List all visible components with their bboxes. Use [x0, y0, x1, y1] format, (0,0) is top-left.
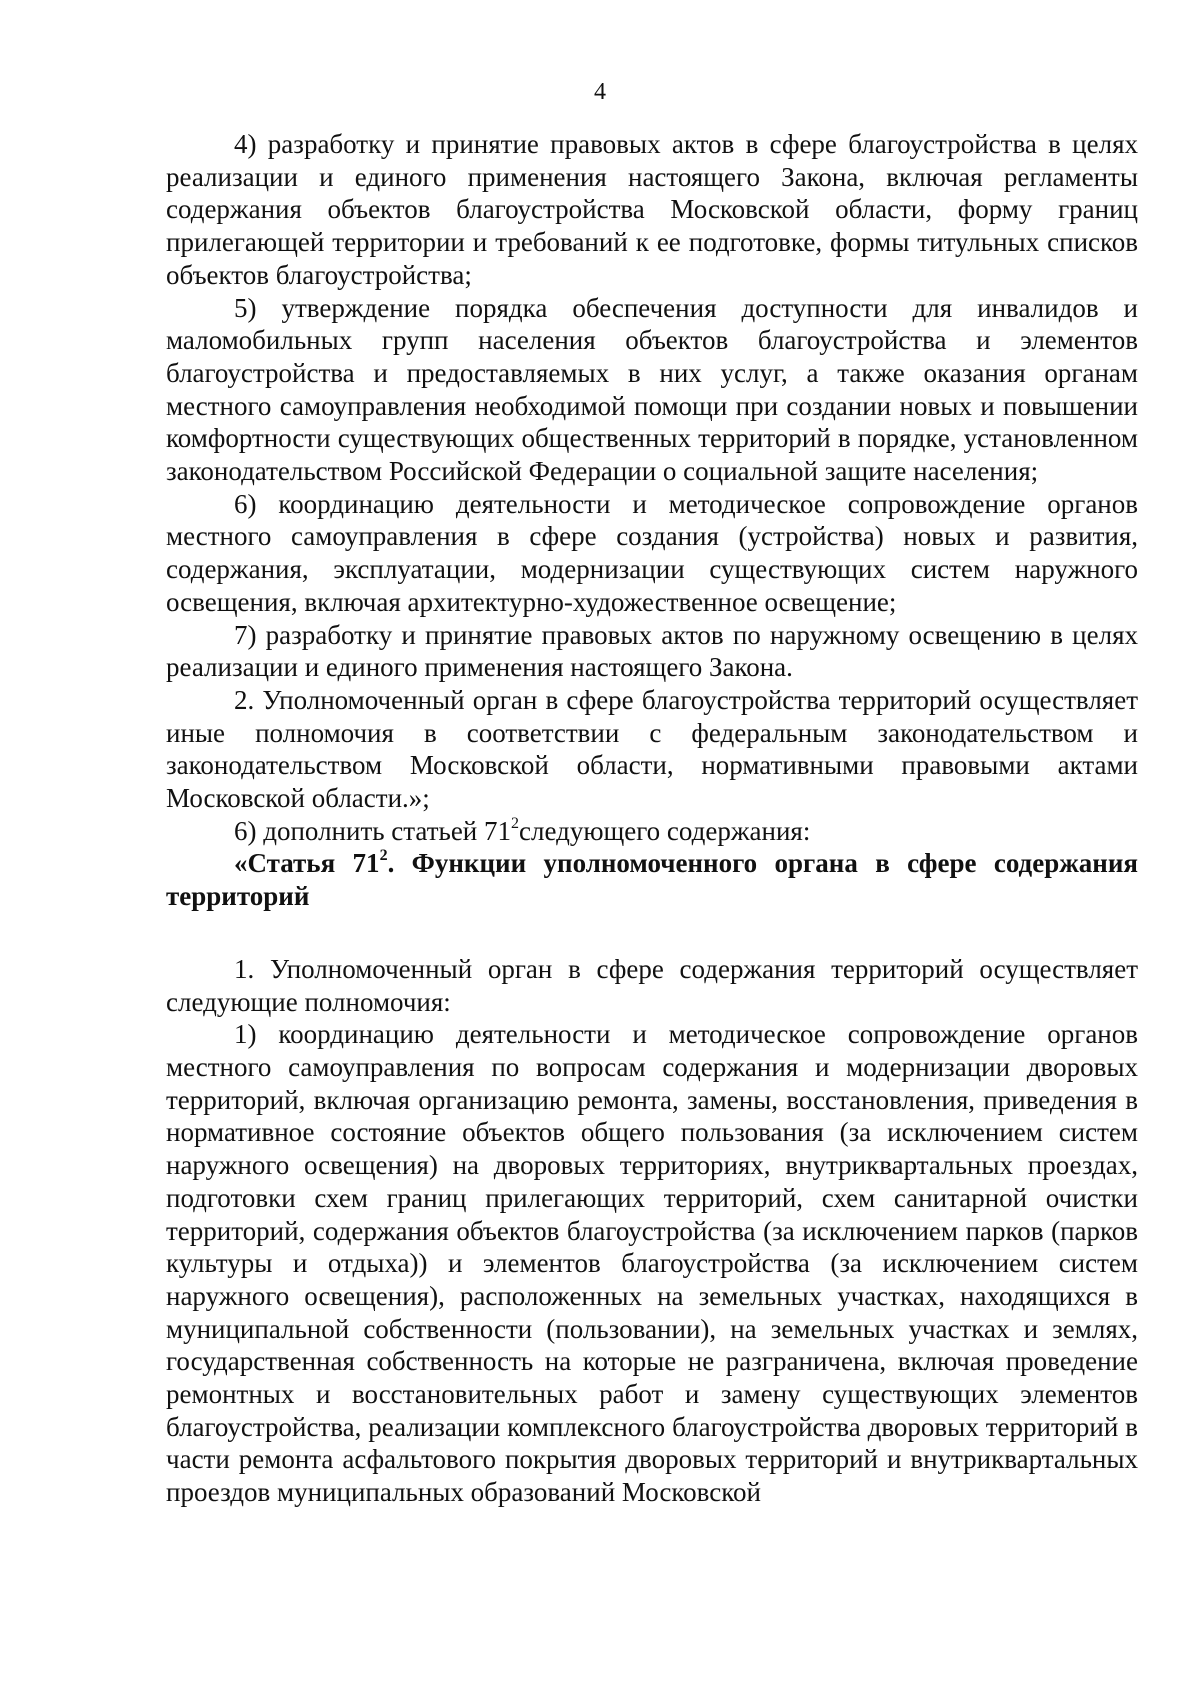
document-body	[166, 128, 1138, 1509]
paragraph-item-5: 5) утверждение порядка обеспечения доступности для инвалидов и маломобильных групп населения объектов благоустройства и элементов благоустройства и предоставляемых в них услуг, а также оказания органам местного самоуправления необходимой помощи при создании новых и повышении комфортности существующих общественных территорий в порядке, установленном законодательством Российской Федерации о социальной защите населения;	[166, 292, 1138, 487]
amendment-6-text: 6) дополнить статьей 71	[234, 815, 512, 846]
amendment-6-tail: следующего содержания:	[519, 815, 811, 846]
article-subitem-1: 1) координацию деятельности и методическое сопровождение органов местного самоуправления по вопросам содержания и модернизации дворовых территорий, включая организацию ремонта, замены, восстановления, приведения в нормативное состояние объектов общего пользования (за исключением систем наружного освещения) на дворовых территориях, внутриквартальных проездах, подготовки схем границ прилегающих территорий, схем санитарной очистки территорий, содержания объектов благоустройства (за исключением парков (парков культуры и отдыха)) и элементов благоустройства (за исключением систем наружного освещения), расположенных на земельных участках, находящихся в муниципальной собственности (пользовании), на земельных участках и землях, государственная собственность на которые не разграничена, включая проведение ремонтных и восстановительных работ и замену существующих элементов благоустройства, реализации комплексного благоустройства дворовых территорий в части ремонта асфальтового покрытия дворовых территорий и внутриквартальных проездов муниципальных образований Московской	[166, 1019, 1138, 1508]
amendment-6-superscript: 2	[511, 814, 520, 832]
paragraph-item-6: 6) координацию деятельности и методическое сопровождение органов местного самоуправления в сфере создания (устройства) новых и развития, содержания, эксплуатации, модернизации существующих систем наружного освещения, включая архитектурно-художественное освещение;	[166, 488, 1138, 617]
amendment-6	[166, 815, 1138, 848]
article-heading-superscript: 2	[379, 847, 388, 865]
article-heading-tail: . Функции уполномоченного органа в сфере содержания территорий	[166, 848, 1139, 912]
paragraph-item-4: 4) разработку и принятие правовых актов в сфере благоустройства в целях реализации и единого применения настоящего Закона, включая регламенты содержания объектов благоустройства Московской области, форму границ прилегающей территории и требований к ее подготовке, формы титульных списков объектов благоустройства;	[166, 129, 1138, 290]
paragraph-section-2: 2. Уполномоченный орган в сфере благоустройства территорий осуществляет иные полномочия в соответствии с федеральным законодательством и законодательством Московской области, нормативными правовыми актами Московской области.»;	[166, 684, 1138, 814]
page-number: 4	[594, 79, 606, 105]
article-item-1: 1. Уполномоченный орган в сфере содержания территорий осуществляет следующие полномочия:	[166, 953, 1138, 1017]
paragraph-item-7: 7) разработку и принятие правовых актов по наружному освещению в целях реализации и единого применения настоящего Закона.	[166, 619, 1138, 683]
article-heading-text: «Статья 71	[234, 848, 380, 879]
article-heading	[166, 847, 1138, 912]
